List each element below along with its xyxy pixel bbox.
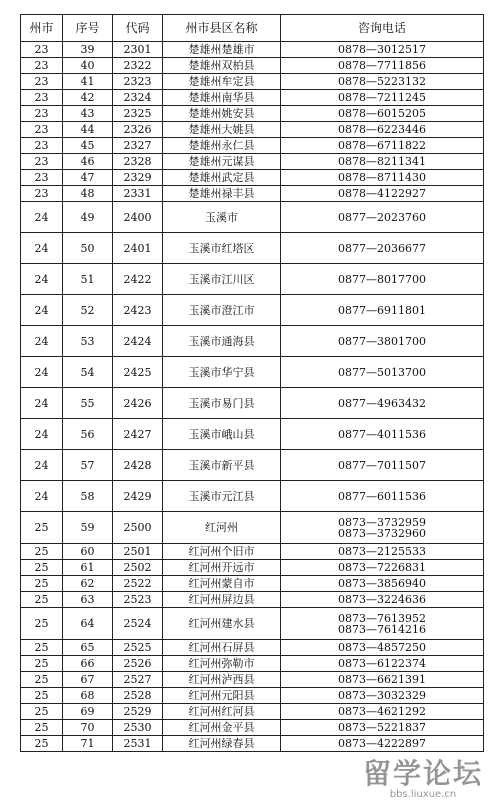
cell-district-name: 红河州	[163, 512, 281, 544]
table-row	[21, 202, 484, 233]
cell-phone	[281, 264, 484, 295]
cell-prefecture: 24	[21, 295, 63, 326]
table-row	[21, 450, 484, 481]
cell-serial: 66	[63, 656, 113, 672]
cell-phone	[281, 74, 484, 90]
cell-code: 2523	[113, 592, 163, 608]
cell-district-name: 玉溪市华宁县	[163, 357, 281, 388]
header-district-name: 州市县区名称	[163, 15, 281, 42]
table-row	[21, 326, 484, 357]
cell-serial: 67	[63, 672, 113, 688]
contact-table	[20, 14, 484, 752]
cell-serial: 48	[63, 186, 113, 202]
cell-serial: 61	[63, 560, 113, 576]
cell-district-name: 楚雄州牟定县	[163, 74, 281, 90]
cell-phone	[281, 58, 484, 74]
cell-serial: 52	[63, 295, 113, 326]
cell-code: 2401	[113, 233, 163, 264]
cell-prefecture: 25	[21, 640, 63, 656]
phone-number: 0873—7613952	[338, 611, 426, 625]
table-row	[21, 672, 484, 688]
phone-number: 0873—4857250	[338, 641, 426, 654]
cell-prefecture: 24	[21, 264, 63, 295]
cell-phone	[281, 481, 484, 512]
table-row	[21, 58, 484, 74]
table-row	[21, 233, 484, 264]
phone-number: 0878—4122927	[338, 187, 426, 200]
table-row	[21, 295, 484, 326]
cell-phone	[281, 202, 484, 233]
phone-number: 0873—3732959	[338, 515, 426, 529]
cell-code: 2328	[113, 154, 163, 170]
cell-code: 2329	[113, 170, 163, 186]
cell-phone	[281, 512, 484, 544]
cell-district-name: 楚雄州楚雄市	[163, 42, 281, 58]
phone-number: 0873—3732960	[338, 526, 426, 540]
cell-serial: 71	[63, 736, 113, 752]
cell-code: 2324	[113, 90, 163, 106]
cell-code: 2427	[113, 419, 163, 450]
phone-number: 0873—2125533	[338, 545, 426, 558]
cell-serial: 60	[63, 544, 113, 560]
cell-prefecture: 25	[21, 672, 63, 688]
cell-district-name: 楚雄州姚安县	[163, 106, 281, 122]
table-row	[21, 170, 484, 186]
cell-district-name: 红河州泸西县	[163, 672, 281, 688]
phone-number: 0877—2023760	[338, 210, 426, 224]
watermark-url: bbs.liuxue.cn	[389, 788, 457, 800]
cell-code: 2327	[113, 138, 163, 154]
cell-serial: 40	[63, 58, 113, 74]
cell-prefecture: 23	[21, 58, 63, 74]
cell-district-name: 玉溪市易门县	[163, 388, 281, 419]
cell-district-name: 楚雄州大姚县	[163, 122, 281, 138]
header-prefecture: 州市	[21, 15, 63, 42]
cell-code: 2331	[113, 186, 163, 202]
cell-phone	[281, 295, 484, 326]
table-row	[21, 544, 484, 560]
cell-prefecture: 23	[21, 42, 63, 58]
table-row	[21, 656, 484, 672]
phone-number: 0878—6015205	[338, 107, 426, 120]
cell-code: 2424	[113, 326, 163, 357]
phone-number: 0873—3856940	[338, 577, 426, 590]
cell-serial: 54	[63, 357, 113, 388]
cell-phone	[281, 656, 484, 672]
table-body	[21, 42, 484, 752]
cell-district-name: 玉溪市新平县	[163, 450, 281, 481]
cell-district-name: 红河州弥勒市	[163, 656, 281, 672]
cell-serial: 62	[63, 576, 113, 592]
cell-district-name: 红河州建水县	[163, 608, 281, 640]
table-row	[21, 688, 484, 704]
table-row	[21, 576, 484, 592]
cell-serial: 39	[63, 42, 113, 58]
phone-number: 0878—3012517	[338, 43, 426, 56]
phone-number: 0873—5221837	[338, 721, 426, 734]
cell-phone	[281, 388, 484, 419]
cell-district-name: 玉溪市峨山县	[163, 419, 281, 450]
cell-serial: 58	[63, 481, 113, 512]
cell-code: 2428	[113, 450, 163, 481]
cell-prefecture: 25	[21, 560, 63, 576]
table-row	[21, 388, 484, 419]
cell-phone	[281, 357, 484, 388]
cell-code: 2325	[113, 106, 163, 122]
cell-code: 2530	[113, 720, 163, 736]
cell-prefecture: 23	[21, 74, 63, 90]
cell-serial: 69	[63, 704, 113, 720]
phone-number: 0877—7011507	[338, 458, 426, 472]
cell-phone	[281, 544, 484, 560]
cell-district-name: 红河州开远市	[163, 560, 281, 576]
cell-district-name: 楚雄州禄丰县	[163, 186, 281, 202]
table-row	[21, 106, 484, 122]
cell-serial: 42	[63, 90, 113, 106]
phone-number: 0873—3032329	[338, 689, 426, 702]
header-row	[21, 15, 484, 42]
cell-district-name: 红河州个旧市	[163, 544, 281, 560]
phone-number: 0873—7226831	[338, 561, 426, 574]
cell-code: 2326	[113, 122, 163, 138]
table-row	[21, 90, 484, 106]
cell-prefecture: 23	[21, 90, 63, 106]
cell-district-name: 红河州石屏县	[163, 640, 281, 656]
cell-prefecture: 24	[21, 419, 63, 450]
cell-serial: 47	[63, 170, 113, 186]
table-row	[21, 481, 484, 512]
cell-prefecture: 25	[21, 608, 63, 640]
cell-prefecture: 23	[21, 154, 63, 170]
cell-prefecture: 25	[21, 592, 63, 608]
cell-district-name: 红河州金平县	[163, 720, 281, 736]
cell-prefecture: 24	[21, 481, 63, 512]
cell-serial: 68	[63, 688, 113, 704]
cell-phone	[281, 326, 484, 357]
phone-number: 0878—7711856	[338, 59, 426, 72]
cell-district-name: 玉溪市	[163, 202, 281, 233]
cell-code: 2422	[113, 264, 163, 295]
phone-number: 0877—2036677	[338, 241, 426, 255]
cell-prefecture: 23	[21, 106, 63, 122]
table-row	[21, 704, 484, 720]
cell-district-name: 楚雄州南华县	[163, 90, 281, 106]
phone-number: 0878—8211341	[338, 155, 426, 168]
cell-prefecture: 25	[21, 688, 63, 704]
cell-district-name: 红河州绿春县	[163, 736, 281, 752]
cell-serial: 50	[63, 233, 113, 264]
cell-serial: 44	[63, 122, 113, 138]
cell-prefecture: 24	[21, 326, 63, 357]
cell-phone	[281, 170, 484, 186]
cell-code: 2322	[113, 58, 163, 74]
cell-district-name: 楚雄州武定县	[163, 170, 281, 186]
cell-prefecture: 24	[21, 388, 63, 419]
cell-phone	[281, 688, 484, 704]
phone-number: 0878—6223446	[338, 123, 426, 136]
cell-prefecture: 24	[21, 233, 63, 264]
cell-district-name: 楚雄州永仁县	[163, 138, 281, 154]
cell-serial: 55	[63, 388, 113, 419]
cell-phone	[281, 138, 484, 154]
cell-serial: 56	[63, 419, 113, 450]
cell-prefecture: 23	[21, 186, 63, 202]
cell-code: 2526	[113, 656, 163, 672]
cell-phone	[281, 560, 484, 576]
cell-serial: 63	[63, 592, 113, 608]
phone-number: 0873—4222897	[338, 737, 426, 750]
table-row	[21, 357, 484, 388]
table-row	[21, 138, 484, 154]
cell-prefecture: 25	[21, 720, 63, 736]
cell-serial: 49	[63, 202, 113, 233]
cell-code: 2502	[113, 560, 163, 576]
table-row	[21, 122, 484, 138]
cell-prefecture: 25	[21, 512, 63, 544]
phone-number: 0877—6011536	[338, 489, 426, 503]
cell-code: 2400	[113, 202, 163, 233]
cell-code: 2525	[113, 640, 163, 656]
phone-number: 0877—5013700	[338, 365, 426, 379]
cell-serial: 53	[63, 326, 113, 357]
cell-serial: 45	[63, 138, 113, 154]
cell-prefecture: 24	[21, 357, 63, 388]
cell-phone	[281, 419, 484, 450]
cell-code: 2531	[113, 736, 163, 752]
phone-number: 0877—4011536	[338, 427, 426, 441]
phone-number: 0873—7614216	[338, 622, 426, 636]
table-row	[21, 736, 484, 752]
cell-phone	[281, 704, 484, 720]
cell-serial: 70	[63, 720, 113, 736]
cell-serial: 57	[63, 450, 113, 481]
table-row	[21, 154, 484, 170]
table-row	[21, 720, 484, 736]
cell-phone	[281, 42, 484, 58]
cell-code: 2301	[113, 42, 163, 58]
cell-district-name: 楚雄州双柏县	[163, 58, 281, 74]
phone-number: 0878—6711822	[338, 139, 426, 152]
watermark-logo-text: 留学论坛	[362, 756, 483, 790]
cell-prefecture: 24	[21, 202, 63, 233]
phone-number: 0873—3224636	[338, 593, 426, 606]
cell-serial: 64	[63, 608, 113, 640]
cell-code: 2323	[113, 74, 163, 90]
phone-number: 0877—3801700	[338, 334, 426, 348]
phone-number: 0878—5223132	[338, 75, 426, 88]
cell-prefecture: 25	[21, 576, 63, 592]
cell-serial: 46	[63, 154, 113, 170]
table-row	[21, 560, 484, 576]
cell-prefecture: 24	[21, 450, 63, 481]
cell-district-name: 红河州红河县	[163, 704, 281, 720]
cell-code: 2524	[113, 608, 163, 640]
site-watermark	[348, 758, 498, 800]
cell-serial: 65	[63, 640, 113, 656]
table-row	[21, 74, 484, 90]
cell-district-name: 玉溪市元江县	[163, 481, 281, 512]
table-row	[21, 608, 484, 640]
cell-district-name: 玉溪市江川区	[163, 264, 281, 295]
table-row	[21, 512, 484, 544]
cell-phone	[281, 186, 484, 202]
cell-district-name: 玉溪市红塔区	[163, 233, 281, 264]
phone-number: 0877—4963432	[338, 396, 426, 410]
phone-number: 0873—6621391	[338, 673, 426, 686]
table-row	[21, 640, 484, 656]
cell-phone	[281, 576, 484, 592]
cell-prefecture: 25	[21, 544, 63, 560]
cell-code: 2426	[113, 388, 163, 419]
cell-prefecture: 23	[21, 122, 63, 138]
cell-code: 2429	[113, 481, 163, 512]
phone-number: 0877—8017700	[338, 272, 426, 286]
cell-code: 2527	[113, 672, 163, 688]
phone-number: 0873—4621292	[338, 705, 426, 718]
table-row	[21, 592, 484, 608]
table-row	[21, 42, 484, 58]
cell-serial: 41	[63, 74, 113, 90]
header-serial: 序号	[63, 15, 113, 42]
header-code: 代码	[113, 15, 163, 42]
phone-number: 0878—7211245	[338, 91, 426, 104]
cell-district-name: 玉溪市通海县	[163, 326, 281, 357]
phone-number: 0873—6122374	[338, 657, 426, 670]
cell-prefecture: 25	[21, 656, 63, 672]
cell-phone	[281, 592, 484, 608]
cell-phone	[281, 720, 484, 736]
phone-number: 0878—8711430	[338, 171, 426, 184]
cell-phone	[281, 106, 484, 122]
cell-prefecture: 23	[21, 138, 63, 154]
cell-district-name: 楚雄州元谋县	[163, 154, 281, 170]
cell-phone	[281, 233, 484, 264]
cell-code: 2501	[113, 544, 163, 560]
cell-phone	[281, 450, 484, 481]
cell-phone	[281, 608, 484, 640]
cell-serial: 59	[63, 512, 113, 544]
cell-code: 2423	[113, 295, 163, 326]
cell-prefecture: 23	[21, 170, 63, 186]
cell-phone	[281, 672, 484, 688]
cell-phone	[281, 154, 484, 170]
cell-code: 2522	[113, 576, 163, 592]
cell-phone	[281, 736, 484, 752]
table-row	[21, 264, 484, 295]
cell-district-name: 玉溪市澄江市	[163, 295, 281, 326]
cell-district-name: 红河州屏边县	[163, 592, 281, 608]
cell-district-name: 红河州蒙自市	[163, 576, 281, 592]
cell-serial: 51	[63, 264, 113, 295]
cell-prefecture: 25	[21, 736, 63, 752]
cell-phone	[281, 122, 484, 138]
cell-code: 2500	[113, 512, 163, 544]
cell-code: 2425	[113, 357, 163, 388]
cell-phone	[281, 90, 484, 106]
cell-serial: 43	[63, 106, 113, 122]
cell-code: 2528	[113, 688, 163, 704]
cell-district-name: 红河州元阳县	[163, 688, 281, 704]
cell-phone	[281, 640, 484, 656]
header-phone: 咨询电话	[281, 15, 484, 42]
table-row	[21, 419, 484, 450]
phone-number: 0877—6911801	[338, 303, 426, 317]
cell-code: 2529	[113, 704, 163, 720]
table-row	[21, 186, 484, 202]
cell-prefecture: 25	[21, 704, 63, 720]
